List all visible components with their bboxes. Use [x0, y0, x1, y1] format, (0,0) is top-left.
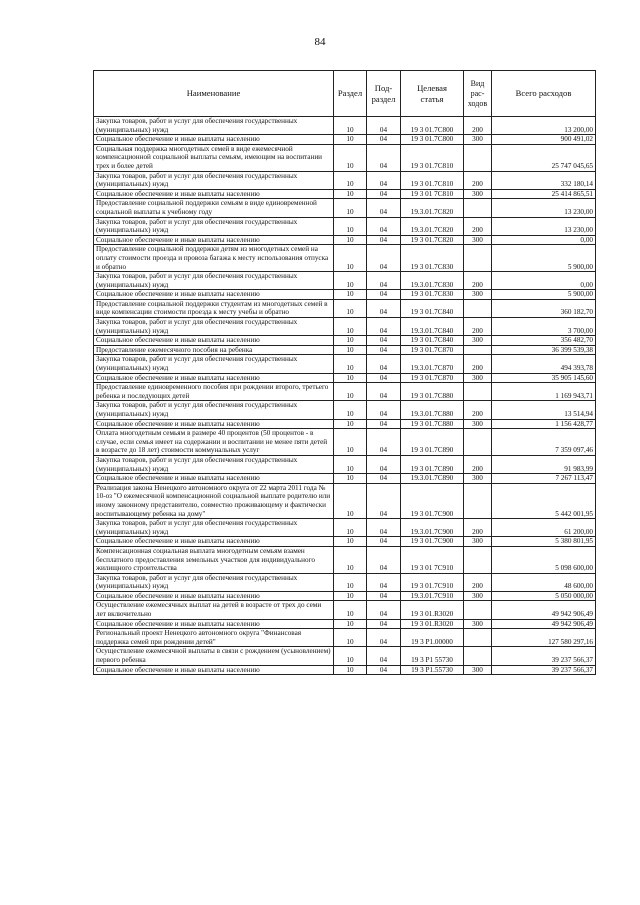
cell-subsection: 04: [367, 235, 401, 245]
cell-name: Социальное обеспечение и иные выплаты населению: [94, 474, 334, 484]
cell-target-article: 19 3 01.R3020: [401, 601, 464, 619]
cell-name: Социальное обеспечение и иные выплаты населению: [94, 189, 334, 199]
cell-section: 10: [334, 189, 367, 199]
cell-name: Закупка товаров, работ и услуг для обеспечения государственных (муниципальных) нужд: [94, 519, 334, 537]
cell-expense-type: [464, 629, 492, 647]
cell-section: 10: [334, 601, 367, 619]
cell-name: Социальное обеспечение и иные выплаты населению: [94, 591, 334, 601]
cell-expense-type: [464, 299, 492, 317]
cell-target-article: 19 3 01.R3020: [401, 619, 464, 629]
header-name: Наименование: [94, 71, 334, 117]
cell-target-article: 19.3.01.7С870: [401, 355, 464, 373]
cell-name: Предоставление единовременного пособия при рождении второго, третьего ребенка и последующих детей: [94, 383, 334, 401]
cell-section: 10: [334, 272, 367, 290]
cell-name: Закупка товаров, работ и услуг для обеспечения государственных (муниципальных) нужд: [94, 117, 334, 135]
cell-section: 10: [334, 537, 367, 547]
cell-name: Осуществление ежемесячной выплаты в связи с рождением (усыновлением) первого ребенка: [94, 647, 334, 665]
cell-target-article: 19.3.01.7С840: [401, 318, 464, 336]
table-row: [94, 144, 596, 171]
cell-total: 7 267 113,47: [492, 474, 596, 484]
cell-section: 10: [334, 171, 367, 189]
table-row: [94, 355, 596, 373]
cell-subsection: 04: [367, 199, 401, 217]
cell-expense-type: 200: [464, 272, 492, 290]
cell-total: 0,00: [492, 235, 596, 245]
cell-target-article: 19.3.01.7С900: [401, 519, 464, 537]
cell-section: 10: [334, 217, 367, 235]
cell-target-article: 19.3.01.7С910: [401, 591, 464, 601]
cell-expense-type: 300: [464, 336, 492, 346]
table-row: [94, 199, 596, 217]
cell-target-article: 19 3 01.7С830: [401, 245, 464, 272]
cell-section: 10: [334, 235, 367, 245]
table-row: [94, 619, 596, 629]
cell-total: 5 900,00: [492, 245, 596, 272]
cell-section: 10: [334, 199, 367, 217]
cell-section: 10: [334, 144, 367, 171]
cell-section: 10: [334, 455, 367, 473]
cell-section: 10: [334, 647, 367, 665]
cell-name: Социальное обеспечение и иные выплаты населению: [94, 373, 334, 383]
cell-expense-type: 300: [464, 619, 492, 629]
cell-target-article: 19 3 01.7С900: [401, 483, 464, 518]
table-row: [94, 519, 596, 537]
cell-expense-type: 200: [464, 455, 492, 473]
cell-total: 91 983,99: [492, 455, 596, 473]
cell-name: Предоставление ежемесячного пособия на ребенка: [94, 345, 334, 355]
cell-section: 10: [334, 629, 367, 647]
cell-total: 5 442 001,95: [492, 483, 596, 518]
cell-name: Социальное обеспечение и иные выплаты населению: [94, 419, 334, 429]
cell-section: 10: [334, 519, 367, 537]
cell-expense-type: [464, 429, 492, 456]
table-row: [94, 665, 596, 675]
page-number: 84: [314, 36, 326, 48]
table-row: [94, 336, 596, 346]
cell-section: 10: [334, 245, 367, 272]
cell-name: Социальное обеспечение и иные выплаты населению: [94, 537, 334, 547]
cell-name: Закупка товаров, работ и услуг для обеспечения государственных (муниципальных) нужд: [94, 455, 334, 473]
cell-name: Осуществление ежемесячных выплат на детей в возрасте от трех до семи лет включительно: [94, 601, 334, 619]
table-row: [94, 135, 596, 145]
header-target-article: Целевая статья: [401, 71, 464, 117]
cell-target-article: 19 3 01.7С840: [401, 299, 464, 317]
cell-section: 10: [334, 373, 367, 383]
cell-section: 10: [334, 336, 367, 346]
table-row: [94, 272, 596, 290]
table-row: [94, 217, 596, 235]
table-row: [94, 373, 596, 383]
table-row: [94, 629, 596, 647]
cell-total: 25 747 045,65: [492, 144, 596, 171]
cell-expense-type: [464, 546, 492, 573]
cell-expense-type: 200: [464, 217, 492, 235]
table-row: [94, 189, 596, 199]
cell-subsection: 04: [367, 336, 401, 346]
cell-name: Предоставление социальной поддержки семьям в виде единовременной социальной выплаты к учебному году: [94, 199, 334, 217]
cell-section: 10: [334, 474, 367, 484]
cell-target-article: 19 3 01.7С840: [401, 336, 464, 346]
table-row: [94, 647, 596, 665]
cell-total: 0,00: [492, 272, 596, 290]
cell-subsection: 04: [367, 591, 401, 601]
cell-total: 494 393,78: [492, 355, 596, 373]
table-row: [94, 429, 596, 456]
cell-total: 1 169 943,71: [492, 383, 596, 401]
cell-subsection: 04: [367, 647, 401, 665]
cell-section: 10: [334, 573, 367, 591]
cell-target-article: 19.3.01.7С890: [401, 474, 464, 484]
cell-section: 10: [334, 355, 367, 373]
cell-expense-type: [464, 383, 492, 401]
cell-name: Предоставление социальной поддержки студентам из многодетных семей в виде компенсации стоимости проезда к месту учебы и обратно: [94, 299, 334, 317]
cell-subsection: 04: [367, 601, 401, 619]
cell-subsection: 04: [367, 519, 401, 537]
cell-section: 10: [334, 383, 367, 401]
cell-total: 127 580 297,16: [492, 629, 596, 647]
cell-expense-type: 300: [464, 537, 492, 547]
cell-target-article: 19.3.01.7С820: [401, 199, 464, 217]
cell-subsection: 04: [367, 665, 401, 675]
cell-expense-type: 200: [464, 318, 492, 336]
cell-expense-type: [464, 483, 492, 518]
cell-target-article: 19 3 01.7С890: [401, 429, 464, 456]
cell-section: 10: [334, 619, 367, 629]
cell-name: Социальное обеспечение и иные выплаты населению: [94, 619, 334, 629]
cell-name: Социальное обеспечение и иные выплаты населению: [94, 135, 334, 145]
cell-total: 3 700,00: [492, 318, 596, 336]
cell-expense-type: 200: [464, 519, 492, 537]
table-body: [94, 117, 596, 675]
cell-name: Закупка товаров, работ и услуг для обеспечения государственных (муниципальных) нужд: [94, 401, 334, 419]
cell-target-article: 19 3 01.7С810: [401, 144, 464, 171]
cell-total: 5 380 801,95: [492, 537, 596, 547]
cell-subsection: 04: [367, 345, 401, 355]
cell-target-article: 19 3 01.7С880: [401, 383, 464, 401]
cell-target-article: 19 3 P1.55730: [401, 665, 464, 675]
cell-target-article: 19 3 01.7С800: [401, 135, 464, 145]
cell-target-article: 19.3.01.7С820: [401, 217, 464, 235]
cell-expense-type: 300: [464, 189, 492, 199]
table-row: [94, 318, 596, 336]
table-row: [94, 117, 596, 135]
cell-target-article: 19 3 01.7С800: [401, 117, 464, 135]
cell-total: 13 230,00: [492, 199, 596, 217]
cell-total: 13 230,00: [492, 217, 596, 235]
cell-total: 1 156 428,77: [492, 419, 596, 429]
cell-total: 5 050 000,00: [492, 591, 596, 601]
cell-target-article: 19 3 01.7С830: [401, 290, 464, 300]
cell-subsection: 04: [367, 401, 401, 419]
cell-subsection: 04: [367, 419, 401, 429]
cell-name: Социальное обеспечение и иные выплаты населению: [94, 290, 334, 300]
cell-target-article: 19 3 P1.00000: [401, 629, 464, 647]
cell-subsection: 04: [367, 318, 401, 336]
cell-subsection: 04: [367, 619, 401, 629]
cell-total: 49 942 906,49: [492, 619, 596, 629]
cell-target-article: 19.3.01.7С880: [401, 401, 464, 419]
cell-name: Закупка товаров, работ и услуг для обеспечения государственных (муниципальных) нужд: [94, 171, 334, 189]
cell-expense-type: 200: [464, 355, 492, 373]
cell-section: 10: [334, 345, 367, 355]
cell-subsection: 04: [367, 299, 401, 317]
cell-subsection: 04: [367, 629, 401, 647]
cell-expense-type: 200: [464, 573, 492, 591]
cell-target-article: 19.3.01.7С830: [401, 272, 464, 290]
cell-target-article: 19 3 01.7С880: [401, 419, 464, 429]
cell-name: Реализация закона Ненецкого автономного округа от 22 марта 2011 года № 10-оз "О ежемесячной компенсационной социальной выплате родителю или иному законному представителю, совместно проживающему и фактически воспитывающему ребенка на дому": [94, 483, 334, 518]
cell-subsection: 04: [367, 189, 401, 199]
cell-target-article: 19 3 01.7С810: [401, 171, 464, 189]
header-expense-type: Вид рас- ходов: [464, 71, 492, 117]
table-row: [94, 245, 596, 272]
cell-expense-type: 300: [464, 474, 492, 484]
header-section: Раздел: [334, 71, 367, 117]
cell-subsection: 04: [367, 537, 401, 547]
cell-name: Социальное обеспечение и иные выплаты населению: [94, 336, 334, 346]
cell-subsection: 04: [367, 144, 401, 171]
cell-target-article: 19 3 01 7С810: [401, 189, 464, 199]
table-row: [94, 235, 596, 245]
table-row: [94, 401, 596, 419]
cell-total: 25 414 865,51: [492, 189, 596, 199]
cell-expense-type: 300: [464, 591, 492, 601]
cell-name: Предоставление социальной поддержки детям из многодетных семей на оплату стоимости проезда и провоза багажа к месту использования отпуска и обратно: [94, 245, 334, 272]
cell-expense-type: 300: [464, 419, 492, 429]
cell-name: Компенсационная социальная выплата многодетным семьям взамен бесплатного предоставления земельных участков для индивидуального жилищного строительства: [94, 546, 334, 573]
table-header-row: [94, 71, 596, 117]
cell-subsection: 04: [367, 117, 401, 135]
cell-total: 48 600,00: [492, 573, 596, 591]
cell-target-article: 19 3 01.7С900: [401, 537, 464, 547]
cell-total: 7 359 097,46: [492, 429, 596, 456]
cell-target-article: 19 3 01.7С870: [401, 373, 464, 383]
table-row: [94, 591, 596, 601]
cell-section: 10: [334, 419, 367, 429]
table-row: [94, 345, 596, 355]
cell-section: 10: [334, 401, 367, 419]
cell-subsection: 04: [367, 383, 401, 401]
cell-section: 10: [334, 299, 367, 317]
table-row: [94, 299, 596, 317]
cell-target-article: 19 3 P1 55730: [401, 647, 464, 665]
cell-section: 10: [334, 318, 367, 336]
cell-subsection: 04: [367, 573, 401, 591]
cell-expense-type: [464, 144, 492, 171]
table-row: [94, 419, 596, 429]
cell-expense-type: [464, 199, 492, 217]
cell-section: 10: [334, 290, 367, 300]
cell-name: Закупка товаров, работ и услуг для обеспечения государственных (муниципальных) нужд: [94, 217, 334, 235]
cell-subsection: 04: [367, 290, 401, 300]
cell-section: 10: [334, 429, 367, 456]
cell-section: 10: [334, 665, 367, 675]
cell-section: 10: [334, 483, 367, 518]
cell-name: Закупка товаров, работ и услуг для обеспечения государственных (муниципальных) нужд: [94, 272, 334, 290]
cell-total: 356 482,70: [492, 336, 596, 346]
cell-name: Закупка товаров, работ и услуг для обеспечения государственных (муниципальных) нужд: [94, 573, 334, 591]
cell-expense-type: 200: [464, 171, 492, 189]
cell-expense-type: 200: [464, 117, 492, 135]
cell-target-article: 19 3 01.7С910: [401, 573, 464, 591]
cell-total: 39 237 566,37: [492, 665, 596, 675]
cell-name: Социальное обеспечение и иные выплаты населению: [94, 235, 334, 245]
cell-total: 61 200,00: [492, 519, 596, 537]
cell-expense-type: [464, 601, 492, 619]
cell-total: 13 200,00: [492, 117, 596, 135]
table-row: [94, 546, 596, 573]
cell-expense-type: 300: [464, 665, 492, 675]
cell-subsection: 04: [367, 474, 401, 484]
cell-subsection: 04: [367, 546, 401, 573]
table-row: [94, 383, 596, 401]
table-row: [94, 483, 596, 518]
cell-target-article: 19 3 01.7С890: [401, 455, 464, 473]
cell-total: 39 237 566,37: [492, 647, 596, 665]
cell-total: 332 180,14: [492, 171, 596, 189]
header-subsection: Под- раздел: [367, 71, 401, 117]
expenditure-table: [93, 70, 596, 675]
cell-total: 13 514,94: [492, 401, 596, 419]
table-row: [94, 537, 596, 547]
cell-subsection: 04: [367, 483, 401, 518]
table-row: [94, 573, 596, 591]
cell-subsection: 04: [367, 455, 401, 473]
cell-section: 10: [334, 591, 367, 601]
cell-name: Закупка товаров, работ и услуг для обеспечения государственных (муниципальных) нужд: [94, 355, 334, 373]
cell-total: 360 182,70: [492, 299, 596, 317]
cell-expense-type: 300: [464, 235, 492, 245]
cell-section: 10: [334, 546, 367, 573]
cell-subsection: 04: [367, 171, 401, 189]
cell-section: 10: [334, 117, 367, 135]
cell-expense-type: [464, 345, 492, 355]
cell-expense-type: [464, 647, 492, 665]
cell-expense-type: 300: [464, 373, 492, 383]
cell-subsection: 04: [367, 272, 401, 290]
cell-total: 5 900,00: [492, 290, 596, 300]
cell-target-article: 19 3 01 7С910: [401, 546, 464, 573]
cell-total: 36 399 539,38: [492, 345, 596, 355]
header-total: Всего расходов: [492, 71, 596, 117]
cell-subsection: 04: [367, 135, 401, 145]
cell-total: 900 491,02: [492, 135, 596, 145]
cell-name: Оплата многодетным семьям в размере 40 процентов (50 процентов - в случае, если семья имеет на содержании и воспитании не менее пяти детей в возрасте до 18 лет) стоимости коммунальных услуг: [94, 429, 334, 456]
cell-expense-type: 300: [464, 290, 492, 300]
cell-section: 10: [334, 135, 367, 145]
cell-total: 35 905 145,60: [492, 373, 596, 383]
cell-name: Социальная поддержка многодетных семей в виде ежемесячной компенсационной социальной выплаты семьям, имеющим на воспитании трех и более детей: [94, 144, 334, 171]
table-row: [94, 474, 596, 484]
cell-name: Социальное обеспечение и иные выплаты населению: [94, 665, 334, 675]
table-row: [94, 455, 596, 473]
cell-subsection: 04: [367, 429, 401, 456]
cell-expense-type: 300: [464, 135, 492, 145]
cell-subsection: 04: [367, 373, 401, 383]
cell-name: Региональный проект Ненецкого автономного округа "Финансовая поддержка семей при рождении детей": [94, 629, 334, 647]
cell-total: 49 942 906,49: [492, 601, 596, 619]
table-row: [94, 601, 596, 619]
cell-expense-type: [464, 245, 492, 272]
cell-target-article: 19 3 01.7С820: [401, 235, 464, 245]
cell-target-article: 19 3 01.7С870: [401, 345, 464, 355]
table-row: [94, 171, 596, 189]
cell-subsection: 04: [367, 245, 401, 272]
cell-total: 5 098 600,00: [492, 546, 596, 573]
cell-expense-type: 200: [464, 401, 492, 419]
cell-subsection: 04: [367, 355, 401, 373]
cell-subsection: 04: [367, 217, 401, 235]
cell-name: Закупка товаров, работ и услуг для обеспечения государственных (муниципальных) нужд: [94, 318, 334, 336]
table-row: [94, 290, 596, 300]
